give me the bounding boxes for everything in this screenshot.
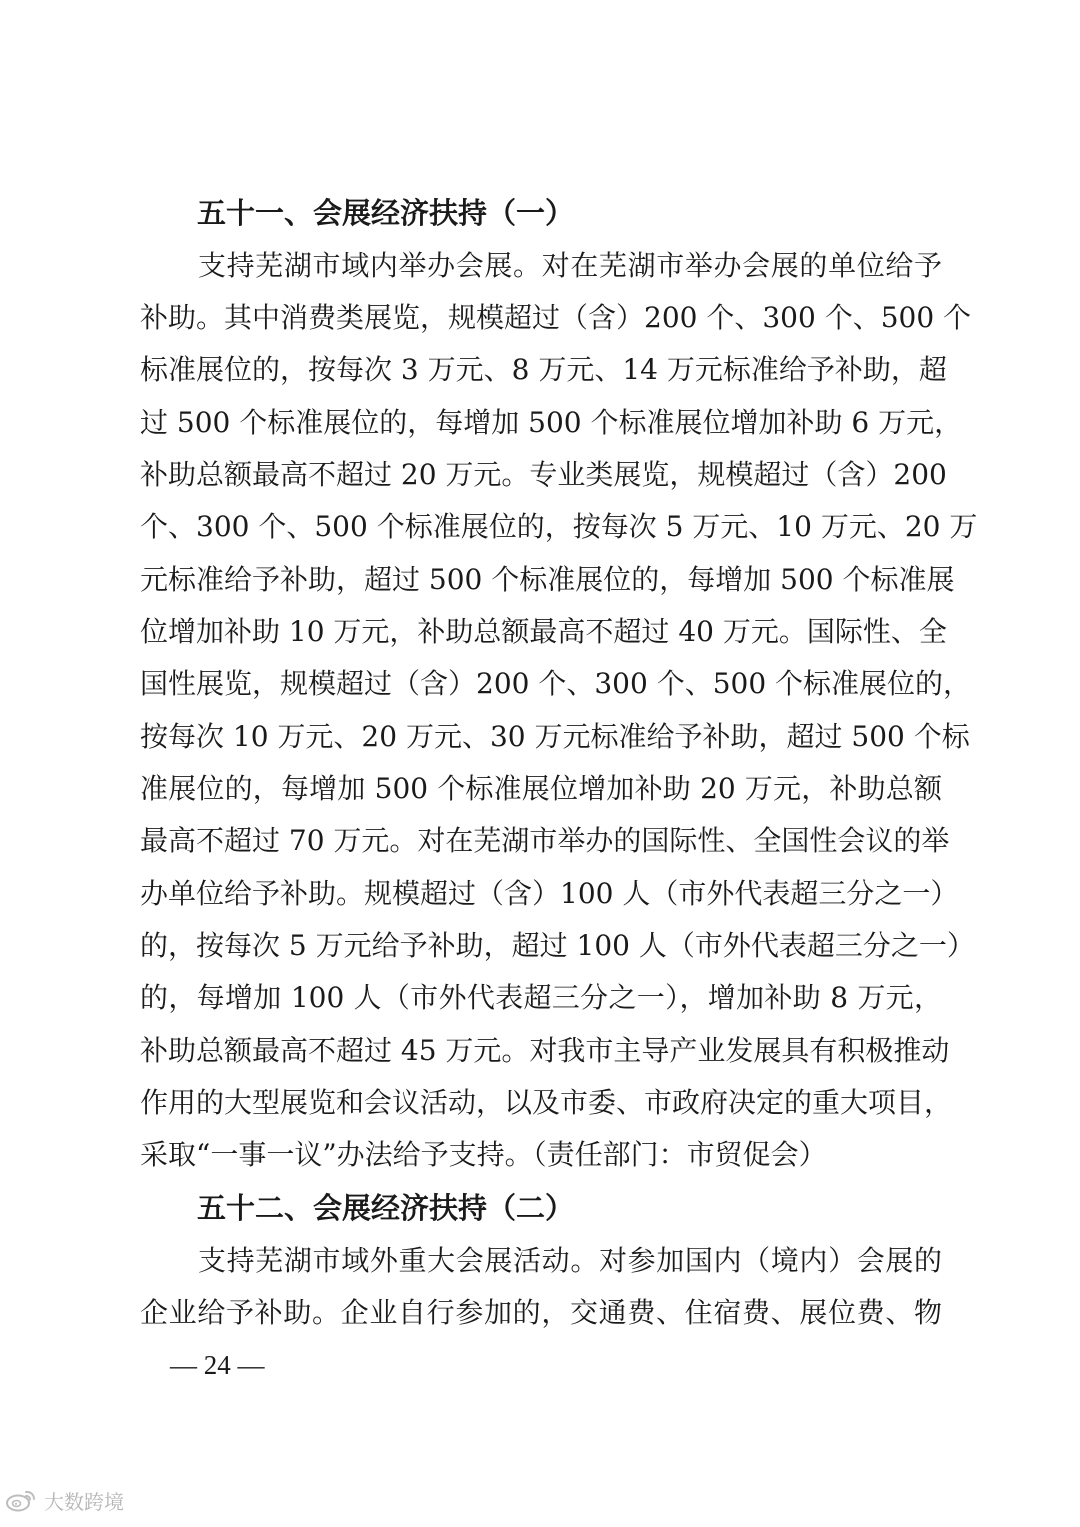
paragraph-line: 国性展览，规模超过（含）200 个、300 个、500 个标准展位的， (140, 667, 972, 700)
paragraph-line: 补助。其中消费类展览，规模超过（含）200 个、300 个、500 个 (140, 301, 972, 334)
section-heading-51: 五十一、会展经济扶持（一） (197, 196, 575, 230)
paragraph-line: 补助总额最高不超过 20 万元。专业类展览，规模超过（含）200 (140, 458, 947, 491)
paragraph-line: 企业给予补助。企业自行参加的，交通费、住宿费、展位费、物 (140, 1296, 942, 1329)
paragraph-line: 支持芜湖市域内举办会展。对在芜湖市举办会展的单位给予 (198, 249, 942, 282)
watermark-text: 大数跨境 (44, 1489, 124, 1514)
paragraph-line: 按每次 10 万元、20 万元、30 万元标准给予补助，超过 500 个标 (140, 720, 970, 753)
paragraph-line: 位增加补助 10 万元，补助总额最高不超过 40 万元。国际性、全 (140, 615, 947, 648)
section-heading-52: 五十二、会展经济扶持（二） (197, 1191, 575, 1225)
paragraph-line: 办单位给予补助。规模超过（含）100 人（市外代表超三分之一） (140, 877, 959, 910)
paragraph-line: 补助总额最高不超过 45 万元。对我市主导产业发展具有积极推动 (140, 1034, 950, 1067)
paragraph-line: 支持芜湖市域外重大会展活动。对参加国内（境内）会展的 (198, 1244, 942, 1277)
watermark (4, 1485, 124, 1515)
paragraph-line: 的，每增加 100 人（市外代表超三分之一），增加补助 8 万元， (140, 981, 942, 1014)
paragraph-line: 的，按每次 5 万元给予补助，超过 100 人（市外代表超三分之一） (140, 929, 975, 962)
paragraph-line: 过 500 个标准展位的，每增加 500 个标准展位增加补助 6 万元， (140, 406, 963, 439)
weibo-logo-icon (4, 1488, 38, 1512)
paragraph-line: 个、300 个、500 个标准展位的，按每次 5 万元、10 万元、20 万 (140, 510, 978, 543)
paragraph-line: 准展位的，每增加 500 个标准展位增加补助 20 万元，补助总额 (140, 772, 942, 805)
paragraph-line: 元标准给予补助，超过 500 个标准展位的，每增加 500 个标准展 (140, 563, 955, 596)
paragraph-line: 作用的大型展览和会议活动，以及市委、市政府决定的重大项目， (140, 1086, 953, 1119)
paragraph-line: 最高不超过 70 万元。对在芜湖市举办的国际性、全国性会议的举 (140, 824, 950, 857)
page-number: — 24 — (170, 1350, 265, 1380)
paragraph-line: 采取“一事一议”办法给予支持。（责任部门：市贸促会） (140, 1138, 827, 1171)
paragraph-line: 标准展位的，按每次 3 万元、8 万元、14 万元标准给予补助，超 (140, 353, 947, 386)
